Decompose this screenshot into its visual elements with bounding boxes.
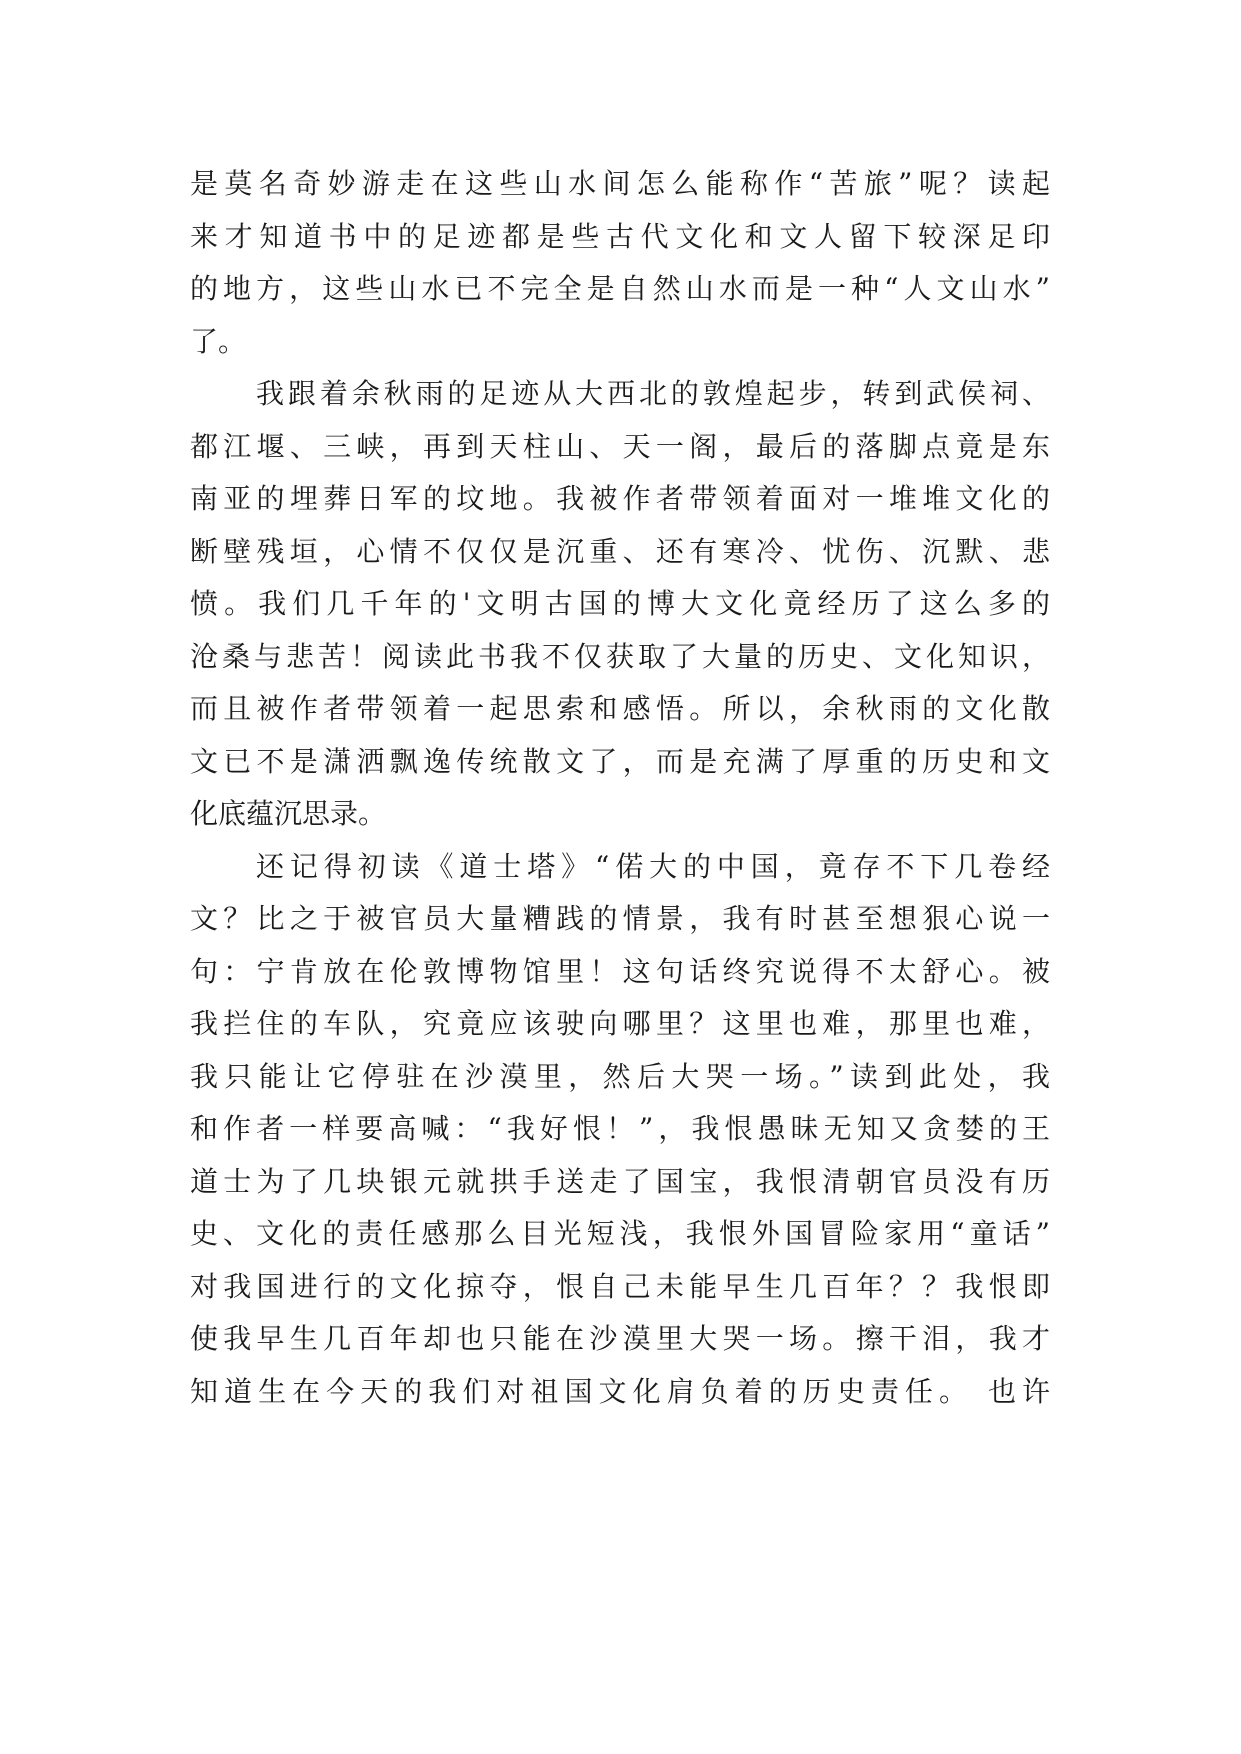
text-line: 文已不是潇洒飘逸传统散文了，而是充满了厚重的历史和文: [190, 744, 1050, 778]
text-line: 句：宁肯放在伦敦博物馆里！这句话终究说得不太舒心。被: [190, 954, 1050, 988]
text-line: 使我早生几百年却也只能在沙漠里大哭一场。擦干泪，我才: [190, 1322, 1050, 1355]
text-line: 的地方，这些山水已不完全是自然山水而是一种“人文山水”: [190, 272, 1050, 305]
text-line: 沧桑与悲苦！阅读此书我不仅获取了大量的历史、文化知识，: [190, 639, 1050, 673]
body-text: [190, 158, 1050, 1418]
text-line: 来才知道书中的足迹都是些古代文化和文人留下较深足印: [190, 219, 1050, 253]
text-line: 还记得初读《道士塔》“偌大的中国，竟存不下几卷经: [256, 849, 1050, 883]
text-line: 我拦住的车队，究竟应该驶向哪里？这里也难，那里也难，: [190, 1007, 1050, 1040]
text-line: 化底蕴沉思录。: [190, 797, 387, 830]
text-line: 文？比之于被官员大量糟践的情景，我有时甚至想狠心说一: [190, 902, 1050, 935]
text-line: 是莫名奇妙游走在这些山水间怎么能称作“苦旅”呢？读起: [190, 167, 1050, 200]
text-line: 都江堰、三峡，再到天柱山、天一阁，最后的落脚点竟是东: [190, 429, 1050, 463]
text-line: 和作者一样要高喊：“我好恨！”，我恨愚昧无知又贪婪的王: [190, 1112, 1050, 1145]
text-line: 史、文化的责任感那么目光短浅，我恨外国冒险家用“童话”: [190, 1217, 1050, 1250]
text-line: 了。: [190, 324, 247, 358]
text-line: 断壁残垣，心情不仅仅是沉重、还有寒冷、忧伤、沉默、悲: [190, 534, 1050, 568]
text-line: 愤。我们几千年的'文明古国的博大文化竟经历了这么多的: [190, 587, 1050, 620]
text-line: 对我国进行的文化掠夺，恨自己未能早生几百年？？我恨即: [190, 1269, 1050, 1303]
text-line: 我只能让它停驻在沙漠里，然后大哭一场。”读到此处，我: [190, 1059, 1050, 1093]
text-line: 我跟着余秋雨的足迹从大西北的敦煌起步，转到武侯祠、: [256, 377, 1050, 410]
text-line: 南亚的埋葬日军的坟地。我被作者带领着面对一堆堆文化的: [190, 482, 1050, 515]
text-line: 而且被作者带领着一起思索和感悟。所以，余秋雨的文化散: [190, 692, 1050, 725]
text-line: 知道生在今天的我们对祖国文化肩负着的历史责任。 也许: [190, 1374, 1050, 1408]
text-line: 道士为了几块银元就拱手送走了国宝，我恨清朝官员没有历: [190, 1164, 1050, 1198]
